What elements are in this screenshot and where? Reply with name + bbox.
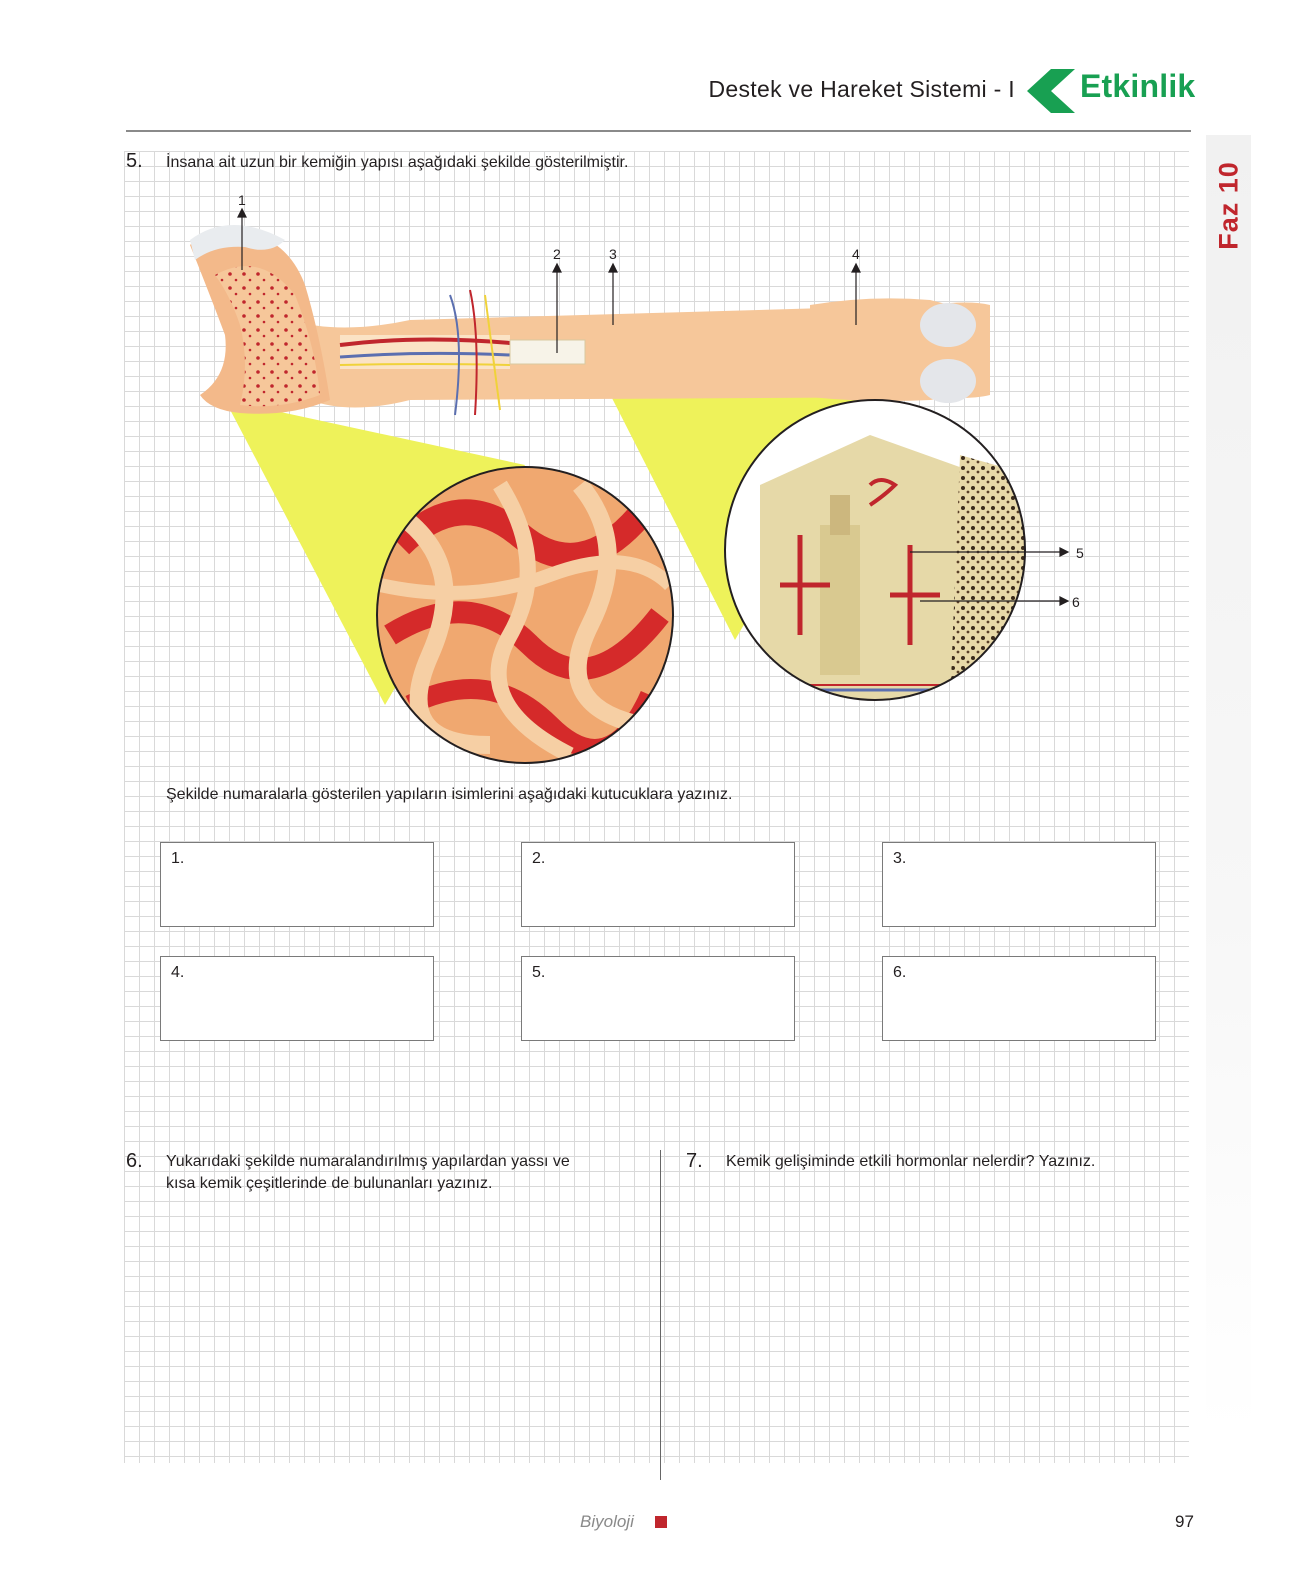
answer-box-label: 1. bbox=[171, 850, 185, 867]
header-divider bbox=[126, 130, 1191, 132]
question-5-instruction: Şekilde numaralarla gösterilen yapıların isimlerini aşağıdaki kutucuklara yazınız. bbox=[166, 786, 733, 803]
footer-square-icon bbox=[655, 1516, 667, 1528]
figure-label-3: 3 bbox=[609, 246, 617, 262]
answer-box-label: 6. bbox=[893, 964, 907, 981]
header-tag: Etkinlik bbox=[1080, 68, 1196, 104]
answer-box-4[interactable] bbox=[160, 956, 434, 1041]
answer-box-2[interactable] bbox=[521, 842, 795, 927]
figure-label-5: 5 bbox=[1076, 545, 1084, 561]
answer-box-label: 4. bbox=[171, 964, 185, 981]
question-6-line-1: Yukarıdaki şekilde numaralandırılmış yapılardan yassı ve bbox=[166, 1153, 570, 1170]
answer-box-6[interactable] bbox=[882, 956, 1156, 1041]
answer-box-label: 2. bbox=[532, 850, 546, 867]
page-number: 97 bbox=[1175, 1512, 1194, 1531]
question-7-number: 7. bbox=[686, 1150, 703, 1172]
answer-box-3[interactable] bbox=[882, 842, 1156, 927]
answer-box-label: 5. bbox=[532, 964, 546, 981]
answer-box-1[interactable] bbox=[160, 842, 434, 927]
figure-label-6: 6 bbox=[1072, 594, 1080, 610]
answer-box-label: 3. bbox=[893, 850, 907, 867]
column-divider bbox=[660, 1150, 661, 1480]
figure-label-1: 1 bbox=[238, 192, 246, 208]
question-7-text: Kemik gelişiminde etkili hormonlar nelerdir? Yazınız. bbox=[726, 1153, 1096, 1170]
bone-illustration bbox=[170, 185, 1170, 785]
figure-label-4: 4 bbox=[852, 246, 860, 262]
side-label: Faz 10 bbox=[1213, 161, 1244, 250]
side-band bbox=[1206, 135, 1251, 1435]
question-6-line-2: kısa kemik çeşitlerinde de bulunanları yazınız. bbox=[166, 1175, 493, 1192]
chevron-left-icon bbox=[1027, 69, 1075, 113]
question-6-number: 6. bbox=[126, 1150, 143, 1172]
footer-subject: Biyoloji bbox=[580, 1512, 634, 1531]
figure-label-2: 2 bbox=[553, 246, 561, 262]
question-5-text: İnsana ait uzun bir kemiğin yapısı aşağıdaki şekilde gösterilmiştir. bbox=[166, 154, 629, 171]
question-5-number: 5. bbox=[126, 150, 143, 172]
header-title: Destek ve Hareket Sistemi - I bbox=[708, 76, 1015, 102]
answer-box-5[interactable] bbox=[521, 956, 795, 1041]
